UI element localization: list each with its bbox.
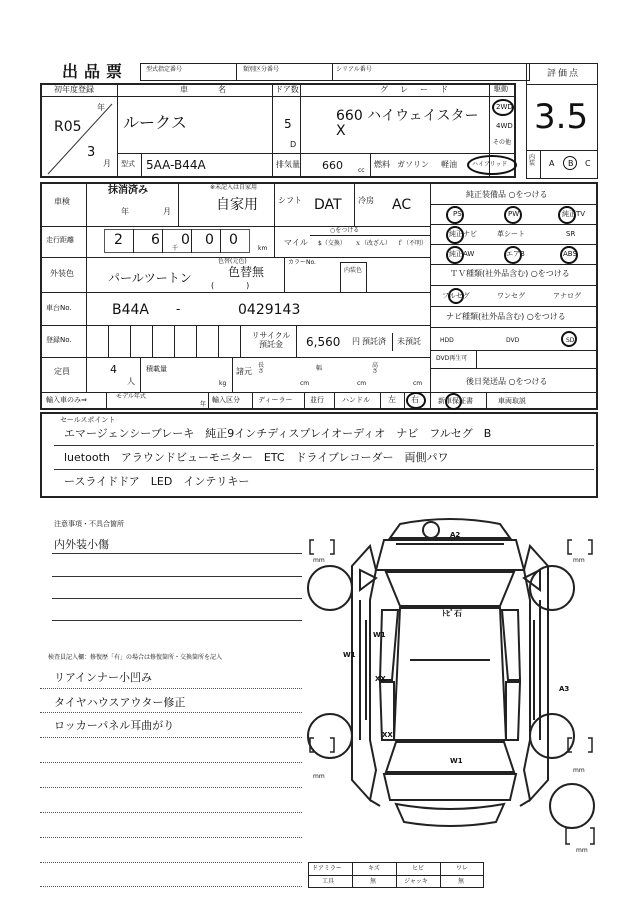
mileage-opt-tamper: ｘ（改ざん） — [355, 240, 392, 247]
grade-label: グレード — [380, 85, 460, 94]
drive-other: その他 — [493, 139, 512, 146]
equip-ps-circle — [446, 206, 464, 224]
selling-point-line-3: ースライドドア LED インテリキー — [64, 475, 250, 488]
drive-2wd: 2WD — [496, 103, 513, 111]
recycle-value: 6,560 — [306, 335, 341, 349]
equip-tv: 純正TV — [562, 210, 586, 218]
damage-mark-a2: A2 — [450, 531, 461, 539]
score-value: 3.5 — [534, 97, 589, 137]
displacement-value: 660 — [322, 159, 343, 172]
interior-grade-label: 内装 — [529, 154, 536, 167]
repair-line-1: リアインナー小凹み — [54, 671, 153, 684]
dims-length: 長さ — [258, 362, 265, 375]
tv-analog: アナログ — [553, 292, 581, 300]
interior-color-label: 内装色 — [344, 267, 363, 274]
damage-mark-chip: ﾄﾋﾞ石 — [442, 609, 462, 618]
drive-4wd: 4WD — [496, 122, 513, 130]
car-name-label: 車名 — [180, 85, 256, 94]
nav-dvd: DVD — [506, 337, 520, 344]
import-parallel: 並行 — [310, 396, 324, 404]
inspection-use: 自家用 — [216, 197, 258, 213]
equip-aw-circle — [446, 246, 464, 264]
handle-right-circle — [406, 392, 426, 409]
damage-mark-w1-c: W1 — [450, 757, 463, 765]
post-warranty-circle — [445, 393, 462, 410]
selling-point-line-1: エマージェンシーブレーキ 純正9インチディスプレイオーディオ ナビ フルセグ B — [64, 427, 492, 440]
handle-left: 左 — [388, 395, 396, 404]
dims-width-unit: cm — [357, 380, 367, 387]
import-dealer: ディーラー — [258, 396, 293, 404]
nav-sd-circle — [561, 331, 577, 347]
nav-sd: SD — [566, 337, 575, 344]
repair-line-3: ロッカーパネル耳曲がり — [54, 719, 175, 732]
doors-value: 5 — [284, 117, 292, 131]
recycle-label: リサイクル預託金 — [251, 331, 291, 349]
equip-navi-circle — [446, 226, 464, 244]
inspection-status: 抹消済み — [108, 185, 148, 196]
dims-width: 幅 — [316, 365, 323, 372]
drive-2wd-circle — [492, 99, 514, 116]
capacity-label: 定員 — [54, 367, 70, 376]
repair-label: 検査員記入欄：修復歴「有」の場合は修復箇所・交換箇所を記入 — [48, 654, 223, 661]
header-field-2-label: 類別区分番号 — [243, 66, 280, 73]
damage-mark-xx-a: XX — [375, 675, 386, 683]
damage-mark-xx-b: XX — [382, 731, 393, 739]
equip-airbag: エアB — [506, 250, 525, 258]
mileage-opt-unknown: ｆ（不明） — [397, 240, 428, 247]
footer-col-scratch: キズ — [368, 865, 380, 872]
color-no-label: カラーNo. — [288, 259, 316, 266]
header-fields — [140, 63, 530, 81]
footer-val-jack: ジャッキ — [404, 878, 428, 885]
footer-val-tools: 工具 — [322, 878, 335, 885]
dims-height-unit: cm — [413, 380, 423, 387]
mm-label-spare: mm — [576, 847, 588, 854]
dims-label: 諸元 — [236, 367, 252, 376]
chassis-number: 0429143 — [238, 302, 301, 318]
mileage-unit: km — [258, 245, 268, 252]
displacement-unit: cc — [358, 167, 365, 174]
equip-pw-circle — [504, 206, 522, 224]
interior-grade-a: A — [549, 159, 555, 168]
form-title: 出品票 — [62, 62, 129, 81]
odometer-digit-3: 0 — [181, 232, 190, 248]
damage-mark-w1-a: W1 — [373, 631, 386, 639]
notes-line-1: 内外装小傷 — [54, 538, 109, 551]
fuel-diesel: 軽油 — [441, 160, 457, 169]
post-warranty: 新車保証書 — [438, 397, 473, 405]
first-reg-label: 初年度登録 — [54, 85, 94, 94]
score-label: 評価点 — [547, 69, 581, 79]
equip-leather: 革シート — [497, 230, 525, 238]
import-model-year: モデル年式 — [116, 393, 146, 400]
odometer-digit-1: 2 — [114, 232, 123, 248]
post-manual: 車両取説 — [498, 397, 526, 405]
equip-abs-circle — [560, 246, 578, 264]
post-title: 後日発送品 ○をつける — [466, 377, 548, 386]
capacity-unit: 人 — [127, 377, 135, 386]
color-change-label: 色替(元色) — [218, 258, 247, 265]
shift-label: シフト — [278, 196, 302, 205]
odometer-digit-5: 0 — [229, 232, 238, 248]
nav-hdd: HDD — [440, 337, 454, 344]
capacity-value: 4 — [110, 363, 117, 376]
selling-points-label: セールスポイント — [60, 416, 116, 424]
odometer-digit-4: 0 — [205, 232, 214, 248]
car-damage-diagram — [300, 510, 600, 870]
header-field-3-label: シリアル番号 — [336, 66, 372, 73]
chassis-label: 車台No. — [46, 304, 72, 312]
inspection-month-unit: 月 — [163, 207, 171, 216]
first-reg-month-unit: 月 — [103, 159, 111, 168]
grade-value-2: X — [336, 123, 346, 139]
equip-navi: 純正ナビ — [449, 230, 477, 238]
handle-right: 右 — [411, 395, 419, 404]
import-year-unit: 年 — [200, 401, 207, 408]
import-label: 輸入車のみ⇒ — [46, 396, 87, 404]
equip-tv-circle — [558, 206, 576, 224]
odometer-digit-2: 6 — [151, 232, 160, 248]
exterior-color-label: 外装色 — [50, 269, 74, 278]
fuel-gasoline: ガソリン — [397, 160, 429, 169]
color-change-value: 色替無 — [228, 265, 265, 279]
equip-aw: 純正AW — [449, 250, 475, 258]
tv-fullseg-circle — [448, 288, 464, 304]
damage-mark-w1-b: W1 — [343, 651, 356, 659]
inspection-note: ※未記入は自家用 — [210, 184, 258, 191]
inspection-year-unit: 年 — [121, 207, 129, 216]
equip-pw: PW — [508, 210, 520, 218]
doors-label: ドア数 — [275, 85, 299, 94]
odometer-thousand: 千 — [172, 245, 179, 252]
chassis-dash: - — [176, 302, 181, 316]
notes-label: 注意事項・不具合箇所 — [54, 520, 124, 528]
fuel-label: 燃料 — [374, 160, 390, 169]
tv-oneseg: ワンセグ — [497, 292, 525, 300]
fuel-hybrid: ハイブリッド — [472, 161, 508, 168]
interior-grade-b: B — [568, 159, 574, 168]
header-field-1-label: 型式指定番号 — [146, 66, 183, 73]
mm-label-rl: mm — [313, 773, 325, 780]
import-type-label: 輸入区分 — [212, 396, 240, 404]
exterior-color-value: パールツートン — [108, 271, 192, 285]
tv-fullseg: フルセグ — [442, 292, 470, 300]
grade-value: 660 ハイウェイスター — [336, 108, 479, 124]
dims-height: 高さ — [372, 362, 379, 375]
recycle-unit: 円 — [352, 337, 360, 346]
model-label: 型式 — [121, 160, 135, 168]
nav-title: ナビ種類(社外品含む) ○をつける — [446, 312, 566, 321]
recycle-deposited: 預託済 — [362, 337, 386, 346]
mileage-label: 走行距離 — [46, 236, 74, 244]
mileage-opt-exchange: $（交換） — [318, 240, 346, 247]
tv-title: ＴＶ種類(社外品含む) ○をつける — [450, 269, 570, 278]
chassis-prefix: B44A — [112, 302, 149, 318]
footer-val-tools-none: 無 — [370, 878, 377, 885]
equip-airbag-circle — [504, 246, 522, 264]
car-name-value: ルークス — [123, 113, 187, 132]
mileage-circle-note: ○をつける — [330, 227, 360, 234]
equip-ps: PS — [453, 210, 462, 218]
recycle-not-deposited: 未預託 — [397, 337, 421, 346]
footer-val-jack-none: 無 — [458, 878, 465, 885]
load-unit: kg — [219, 380, 227, 387]
interior-grade-c: C — [585, 159, 591, 168]
drive-label: 駆動 — [494, 85, 508, 93]
footer-col-mirror: ドアミラー — [312, 865, 342, 872]
first-reg-month: 3 — [87, 145, 96, 160]
footer-col-break: ワレ — [456, 865, 469, 872]
first-reg-era: R05 — [54, 119, 82, 135]
ac-label: 冷房 — [358, 196, 374, 205]
doors-unit: D — [290, 140, 297, 149]
first-reg-year-unit: 年 — [97, 103, 105, 112]
footer-col-crack: ヒビ — [412, 865, 425, 872]
mm-label-rr: mm — [573, 767, 585, 774]
repair-line-2: タイヤハウスアウター修正 — [54, 696, 186, 709]
dvd-playback: DVD再生可 — [436, 355, 468, 362]
displacement-label: 排気量 — [276, 160, 300, 169]
color-change-paren: ( ) — [211, 281, 250, 290]
equip-abs: ABS — [563, 250, 577, 258]
fuel-hybrid-circle — [467, 155, 517, 175]
load-label: 積載量 — [146, 365, 167, 373]
selling-point-line-2: luetooth アラウンドビューモニター ETC ドライブレコーダー 両側パワ — [64, 451, 449, 464]
inspection-label: 車検 — [54, 197, 70, 206]
mile-label: マイル — [284, 238, 308, 247]
mm-label-fr: mm — [573, 557, 585, 564]
equipment-title: 純正装備品 ○をつける — [466, 190, 548, 199]
handle-label: ハンドル — [342, 396, 370, 404]
interior-grade-circle — [563, 156, 577, 170]
mm-label-fl: mm — [313, 557, 325, 564]
damage-mark-a3: A3 — [559, 685, 570, 693]
model-value: 5AA-B44A — [146, 158, 206, 172]
equip-sr: SR — [566, 230, 576, 238]
dims-length-unit: cm — [300, 380, 310, 387]
ac-value: AC — [392, 197, 412, 213]
registration-label: 登録No. — [46, 336, 72, 344]
shift-value: DAT — [314, 197, 342, 213]
